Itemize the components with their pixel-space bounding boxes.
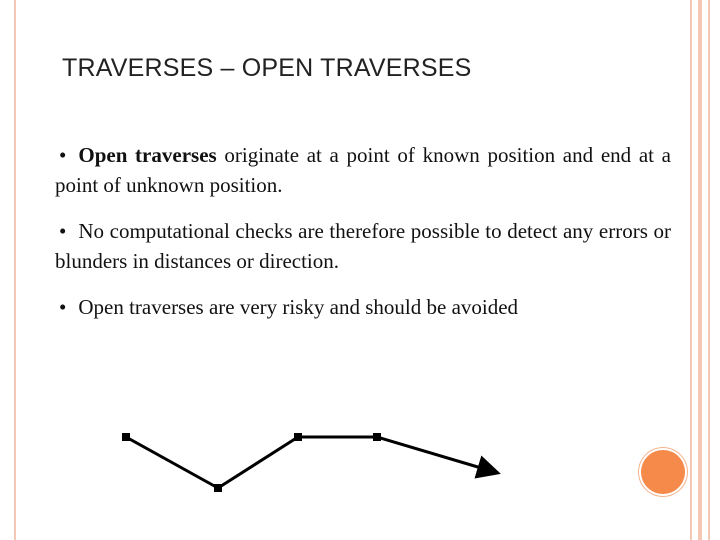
bullet-bold-text: Open traverses xyxy=(78,143,217,167)
traverse-station xyxy=(294,433,302,441)
traverse-station xyxy=(373,433,381,441)
decorative-circle xyxy=(641,450,685,494)
traverse-leg xyxy=(126,437,218,488)
traverse-station xyxy=(122,433,130,441)
bullet-text: originate at a point of known position and end at a point of unknown position. xyxy=(55,143,671,197)
bullet-dot: • xyxy=(59,219,67,243)
open-traverse-diagram xyxy=(100,420,540,510)
traverse-leg xyxy=(218,437,298,488)
bullet-item xyxy=(55,140,671,200)
bullet-dot: • xyxy=(59,295,67,319)
traverse-leg-arrow xyxy=(377,437,498,473)
bullet-item xyxy=(55,292,671,322)
frame-line-right xyxy=(690,0,692,540)
bullet-text: Open traverses are very risky and should be avoided xyxy=(78,295,519,319)
traverse-station xyxy=(214,484,222,492)
slide-title: TRAVERSES – OPEN TRAVERSES xyxy=(62,54,472,82)
frame-line-left xyxy=(14,0,16,540)
frame-line-right xyxy=(698,0,702,540)
bullet-dot: • xyxy=(59,143,67,167)
bullet-text: No computational checks are therefore possible to detect any errors or blunders in distances or direction. xyxy=(55,219,671,273)
bullet-item xyxy=(55,216,671,276)
frame-line-right xyxy=(708,0,710,540)
slide-body xyxy=(55,140,671,338)
